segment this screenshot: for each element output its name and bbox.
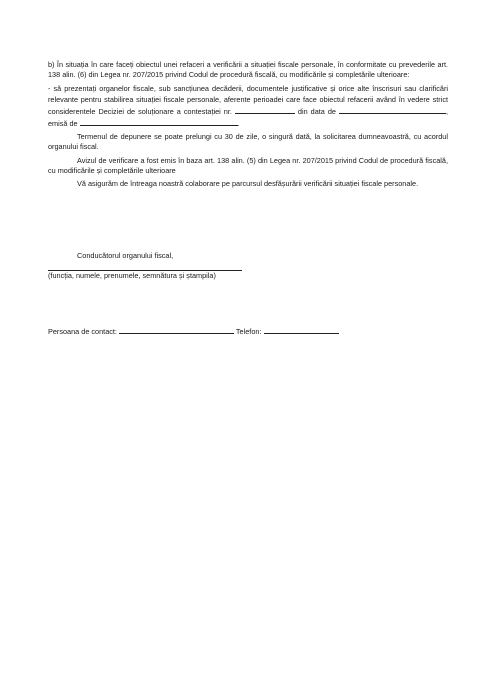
signature-title: Conducătorul organului fiscal,	[77, 251, 174, 260]
signature-block	[48, 251, 308, 281]
data-de-label: data de	[310, 106, 336, 116]
period-mark: .	[237, 119, 240, 129]
signature-note: (funcția, numele, prenumele, semnătura și ștampila)	[48, 271, 216, 281]
paragraph-b: b) În situația în care faceți obiectul unei refaceri a verificării a situației fiscale personale, în conformitate cu prevederile art. 138 alin. (6) din Legea nr. 207/2015 privind Codul de procedură fiscală, cu modificările și completările ulterioare:	[48, 60, 448, 80]
paragraph-colaborare: Vă asigurăm de întreaga noastră colaborare pe parcursul desfășurării verificării situației fiscale personale.	[77, 179, 419, 189]
paragraph-dash-text: - să prezentați organelor fiscale, sub sancțiunea decăderii, documentele justificative și orice alte înscrisuri sau clarificări relevante pentru stabilirea situației fiscale personale, aferente perioadei care face obiectul refacerii având în vedere strict considerentele Deciziei de soluționare a contestației nr.	[48, 84, 448, 116]
contact-person-label: Persoana de contact:	[48, 327, 117, 336]
paragraph-aviz: Avizul de verificare a fost emis în baza art. 138 alin. (5) din Legea nr. 207/2015 privind Codul de procedură fiscală, cu modificările și completările ulterioare	[48, 155, 448, 175]
contact-person-blank[interactable]	[119, 325, 234, 334]
din-label: din	[297, 106, 308, 116]
date-blank[interactable]	[339, 105, 446, 114]
paragraph-dash	[48, 84, 448, 129]
paragraph-termen: Termenul de depunere se poate prelungi cu 30 de zile, o singură dată, la solicitarea dumneavoastră, cu acordul organului fiscal.	[48, 132, 448, 152]
signature-line[interactable]	[48, 261, 242, 271]
emisa-de-label: , emisă de	[48, 106, 448, 129]
phone-blank[interactable]	[264, 325, 339, 334]
decision-number-blank[interactable]	[235, 105, 295, 114]
document-body	[48, 60, 448, 189]
issuer-blank[interactable]	[80, 117, 240, 129]
contact-line	[48, 325, 448, 337]
phone-label: Telefon:	[235, 327, 262, 336]
